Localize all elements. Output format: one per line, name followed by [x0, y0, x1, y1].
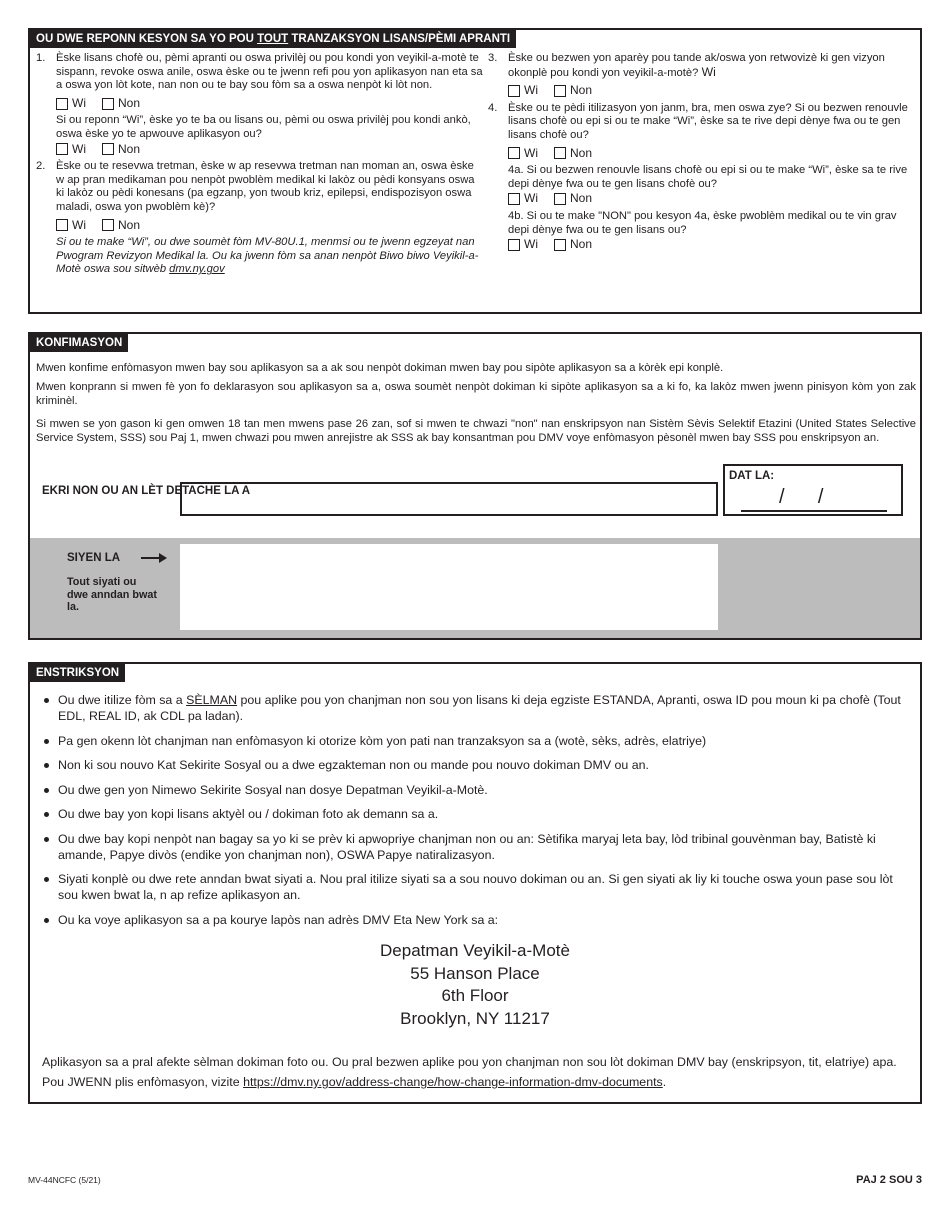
- question-4b-yes[interactable]: Wi: [508, 238, 538, 252]
- signature-area: [30, 538, 920, 638]
- dmv-website-link[interactable]: dmv.ny.gov: [169, 263, 225, 276]
- question-1-answer: [56, 97, 484, 111]
- question-4a-yes[interactable]: Wi: [508, 192, 538, 206]
- question-4-text: Èske ou te pèdi itilizasyon yon janm, bra, men oswa zye?: [508, 101, 792, 114]
- date-field[interactable]: [723, 464, 903, 516]
- question-2-no[interactable]: Non: [102, 219, 140, 233]
- confirmation-header: KONFIMASYON: [30, 334, 128, 352]
- instruction-item: Non ki sou nouvo Kat Sekirite Sosyal ou a dwe egzakteman non ou mande pou nouvo dokiman DMV ou an.: [42, 757, 908, 773]
- question-4-yes[interactable]: Wi: [508, 147, 538, 161]
- questions-right-column: [488, 52, 918, 256]
- question-3-no[interactable]: Non: [554, 84, 592, 98]
- checkbox-icon[interactable]: [56, 98, 68, 110]
- address-line: 55 Hanson Place: [410, 963, 540, 983]
- date-label: DAT LA:: [729, 470, 775, 482]
- question-1-text: Èske lisans chofè ou, pèmi apranti ou oswa privilèj ou pou kondi yon veyikil-a-motè te sispann, revoke oswa anile, oswa èske ou te jwenn refi pou yon aplikasyon nan eta sa a oswa yon lòt kote, nan non ou te bay sou fòm sa a oswa nenpòt ki lòt non.: [56, 52, 483, 92]
- instruction-item: Ou dwe gen yon Nimewo Sekirite Sosyal nan dosye Depatman Veyikil-a-Motè.: [42, 782, 908, 798]
- confirmation-section: [28, 332, 922, 640]
- sign-here-label: SIYEN LA: [67, 552, 121, 564]
- checkbox-icon[interactable]: [56, 219, 68, 231]
- question-4-answer: [508, 147, 918, 161]
- question-3: 3. Èske ou bezwen yon aparèy pou tande ak/oswa yon retwovizè ki gen vizyon okonplè pou kondi yon veyikil-a-motè? Wi: [488, 52, 885, 79]
- date-underline: [741, 510, 887, 512]
- checkbox-icon[interactable]: [508, 147, 520, 159]
- signature-note: Tout siyati ou dwe anndan bwat la.: [67, 576, 157, 613]
- checkbox-icon[interactable]: [508, 193, 520, 205]
- mailing-address: [30, 940, 920, 1030]
- question-4a-answer: [508, 192, 918, 206]
- instruction-item: Pa gen okenn lòt chanjman nan enfòmasyon ki otorize kòm yon pati nan tranzaksyon sa a (wotè, sèks, adrès, elatriye): [42, 733, 908, 749]
- question-1-yes[interactable]: Wi: [56, 97, 86, 111]
- checkbox-icon[interactable]: [102, 98, 114, 110]
- address-line: Brooklyn, NY 11217: [400, 1008, 550, 1028]
- question-4b-no[interactable]: Non: [554, 238, 592, 252]
- question-2-yes[interactable]: Wi: [56, 219, 86, 233]
- checkbox-icon[interactable]: [508, 239, 520, 251]
- question-4b-text: 4b. Si ou te make "NON" pou kesyon 4a, èske pwoblèm medikal ou te vin grav depi dènye fwa ou te gen lisans ou?: [508, 209, 897, 236]
- checkbox-icon[interactable]: [554, 193, 566, 205]
- question-4a-no[interactable]: Non: [554, 192, 592, 206]
- questions-section: [28, 28, 922, 314]
- instruction-item: Ou ka voye aplikasyon sa a pa kourye lapòs nan adrès DMV Eta New York sa a:: [42, 912, 908, 928]
- instruction-item: Ou dwe itilize fòm sa a SÈLMAN pou aplike pou yon chanjman non sou yon lisans ki deja egziste ESTANDA, Apranti, oswa ID pou moun ki pa chofè (Tout EDL, REAL ID, ak CDL pa ladan).: [42, 692, 908, 724]
- question-1: 1. Èske lisans chofè ou, pèmi apranti ou oswa privilèj ou pou kondi yon veyikil-a-motè te sispann, revoke oswa anile, oswa èske ou te jwenn refi pou yon aplikasyon nan eta sa a oswa yon lòt kote, nan non ou te bay sou fòm sa a oswa nenpòt ki lòt non.: [36, 52, 483, 92]
- dmv-info-link[interactable]: https://dmv.ny.gov/address-change/how-change-information-dmv-documents: [243, 1075, 663, 1089]
- question-1-followup-answer: [56, 143, 484, 157]
- confirmation-paragraph-1: Mwen konfime enfòmasyon mwen bay sou aplikasyon sa a ak sou nenpòt dokiman mwen bay pou sipòte aplikasyon sa a kòrèk epi konplè.: [36, 362, 724, 374]
- question-4-no[interactable]: Non: [554, 147, 592, 161]
- address-line: Depatman Veyikil-a-Motè: [380, 941, 570, 960]
- confirmation-paragraph-2: Mwen konprann si mwen fè yon fo deklarasyon sou aplikasyon sa a, oswa soumèt nenpòt dokiman ki sipòte aplikasyon sa a ki fo, ka lakòz mwen jwenn pinisyon kòm yon zak kriminèl.: [36, 381, 916, 407]
- checkbox-icon[interactable]: [554, 239, 566, 251]
- questions-header: OU DWE REPONN KESYON SA YO POU TOUT TRANZAKSYON LISANS/PÈMI APRANTI: [30, 30, 516, 48]
- address-line: 6th Floor: [441, 986, 509, 1005]
- questions-left-column: [36, 52, 484, 280]
- date-separators: / /: [779, 486, 824, 508]
- instructions-list: [42, 692, 908, 936]
- form-id: MV-44NCFC (5/21): [28, 1175, 101, 1185]
- question-4b-answer: [508, 238, 918, 252]
- checkbox-icon[interactable]: [56, 143, 68, 155]
- print-name-field[interactable]: [180, 482, 718, 516]
- question-4a-text: 4a. Si ou bezwen renouvle lisans chofè ou epi si ou te make “Wi”, èske sa te rive depi dènye fwa ou te gen lisans chofè ou?: [508, 164, 908, 190]
- question-3-text: Èske ou bezwen yon aparèy pou tande ak/oswa yon retwovizè ki gen vizyon okonplè pou kondi yon veyikil-a-motè?: [508, 52, 885, 79]
- checkbox-icon[interactable]: [102, 143, 114, 155]
- question-3-answer: [508, 84, 918, 98]
- print-name-label: EKRI NON OU AN LÈT DETACHE LA A: [42, 485, 251, 497]
- instructions-header: ENSTRIKSYON: [30, 664, 125, 682]
- instruction-item: Ou dwe bay yon kopi lisans aktyèl ou / dokiman foto ak demann sa a.: [42, 806, 908, 822]
- confirmation-paragraph-3: Si mwen se yon gason ki gen omwen 18 tan men mwens pase 26 zan, sof si mwen te chwazi "non" nan enskripsyon nan Sistèm Sèvis Selektif Etazini (United States Selective Service System, SSS) sou Paj 1, mwen chwazi pou mwen anrejistre ak SSS ak bay konsantman pou DMV voye enfòmasyon pèsonèl mwen bay SSS pou enskripsyon an.: [36, 418, 916, 444]
- instruction-item: Siyati konplè ou dwe rete anndan bwat siyati a. Nou pral itilize siyati sa a sou nouvo dokiman ou an. Si gen siyati ak liy ki touche oswa youn pase sou lòt sou kwen bwat la, n ap refize aplikasyon an.: [42, 871, 908, 903]
- question-2: 2. Èske ou te resevwa tretman, èske w ap resevwa tretman nan moman an, oswa èske w ap pran medikaman pou nenpòt pwoblèm medikal ki lakòz ou pèdi konsyans oswa ki lakòz ou pèdi konesans (pa egzanp, yon twoub kriz, epilepsi, endispozisyon oswa maladi, oswa yon pwoblèm kè)?: [36, 160, 475, 213]
- page-number: PAJ 2 SOU 3: [856, 1174, 922, 1186]
- checkbox-icon[interactable]: [554, 147, 566, 159]
- arrow-right-icon: [141, 551, 167, 568]
- checkbox-icon[interactable]: [554, 85, 566, 97]
- instruction-item: Ou dwe bay kopi nenpòt nan bagay sa yo ki se prèv ki apwopriye chanjman non ou an: Sètifika maryaj leta bay, lòd tribinal gouvènman bay, Batistè ki amande, Papye divòs (endike yon chanjman non), OSWA Papye natiralizasyon.: [42, 831, 908, 863]
- checkbox-icon[interactable]: [102, 219, 114, 231]
- question-4: 4. Èske ou te pèdi itilizasyon yon janm, bra, men oswa zye? Si ou bezwen renouvle lisans chofè ou epi si ou te make “Wi”, èske sa te rive depi dènye fwa ou te gen lisans chofè ou?: [488, 101, 908, 141]
- closing-paragraph: Aplikasyon sa a pral afekte sèlman dokiman foto ou. Ou pral bezwen aplike pou yon chanjman non sou lòt dokiman DMV bay (enskripsyon, tit, elatriye) apa. Pou JWENN plis enfòmasyon, vizite https://dmv.ny.gov/address-change/how-change-information-dmv-documents.: [42, 1055, 897, 1089]
- question-2-text: Èske ou te resevwa tretman, èske w ap resevwa tretman nan moman an, oswa èske w ap pran medikaman pou nenpòt pwoblèm medikal ki lakòz ou pèdi konsyans oswa ki lakòz ou pèdi konesans (pa egzanp, yon twoub kriz, epilepsi, endispozisyon oswa maladi, oswa yon pwoblèm kè)?: [56, 160, 475, 213]
- question-2-answer: [56, 219, 484, 233]
- instructions-section: [28, 662, 922, 1104]
- signature-box[interactable]: [180, 544, 718, 630]
- question-1-followup-no[interactable]: Non: [102, 143, 140, 157]
- question-1-followup-yes[interactable]: Wi: [56, 143, 86, 157]
- question-1-followup: Si ou reponn “Wi”, èske yo te ba ou lisans ou, pèmi ou oswa privilèj pou kondi ankò, oswa èske yo te apwouve aplikasyon ou?: [56, 114, 471, 140]
- question-3-yes[interactable]: Wi: [508, 84, 538, 98]
- question-1-no[interactable]: Non: [102, 97, 140, 111]
- question-2-note: Si ou te make “Wi”, ou dwe soumèt fòm MV-80U.1, menmsi ou te jwenn egzeyat nan Pwogram Revizyon Medikal la. Ou ka jwenn fòm sa anan nenpòt Biwo biwo Veyikil-a-Motè oswa sou sitwèb dmv.ny.gov: [56, 236, 479, 276]
- checkbox-icon[interactable]: [508, 85, 520, 97]
